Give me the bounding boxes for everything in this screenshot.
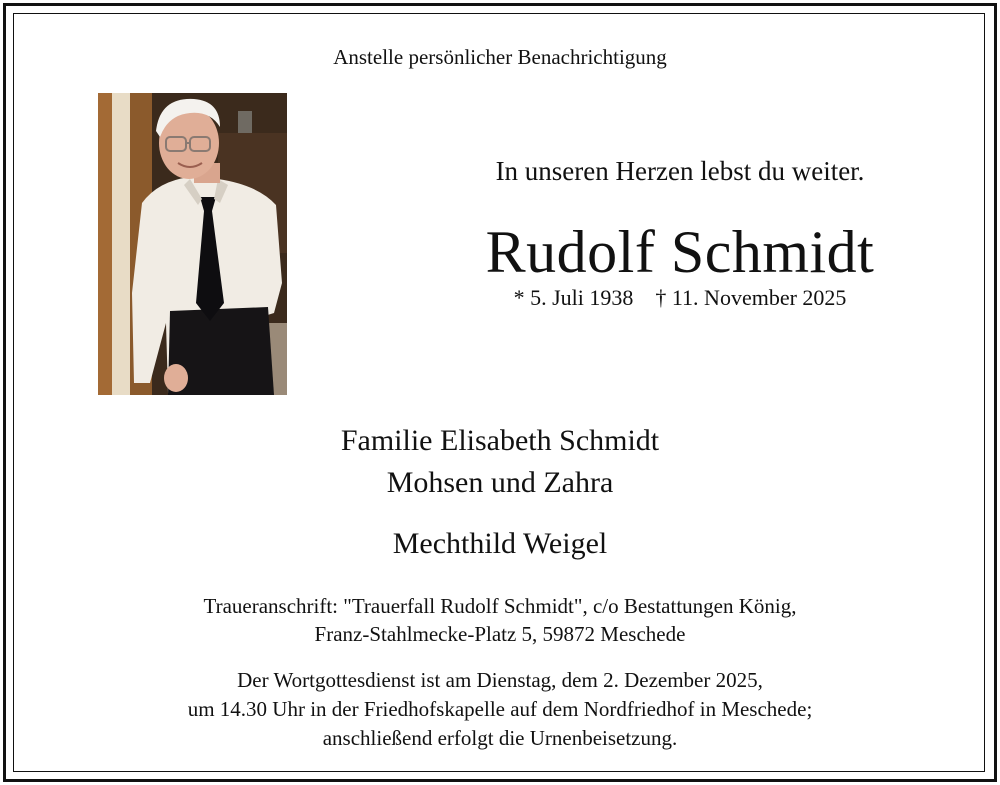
mourning-address-line: Traueranschrift: "Trauerfall Rudolf Schmidt", c/o Bestattungen König, (203, 594, 797, 618)
portrait-photo (98, 93, 287, 395)
mourning-address-line: Franz-Stahlmecke-Platz 5, 59872 Meschede (314, 622, 686, 646)
mourner-line: Mechthild Weigel (392, 527, 608, 560)
service-info-line: um 14.30 Uhr in der Friedhofskapelle auf dem Nordfriedhof in Meschede; (187, 697, 813, 721)
deceased-name: Rudolf Schmidt (485, 219, 875, 285)
notice-header: Anstelle persönlicher Benachrichtigung (333, 45, 667, 69)
mourner-line: Mohsen und Zahra (386, 466, 614, 499)
death-date: † 11. November 2025 (655, 285, 847, 310)
mourner-line: Familie Elisabeth Schmidt (340, 424, 660, 457)
service-info-line: Der Wortgottesdienst ist am Dienstag, dem 2. Dezember 2025, (237, 668, 763, 692)
motto: In unseren Herzen lebst du weiter. (495, 156, 865, 186)
service-info-line: anschließend erfolgt die Urnenbeisetzung. (322, 726, 678, 750)
portrait-illustration (98, 93, 287, 395)
life-dates (440, 285, 920, 311)
birth-date: * 5. Juli 1938 (513, 285, 634, 310)
